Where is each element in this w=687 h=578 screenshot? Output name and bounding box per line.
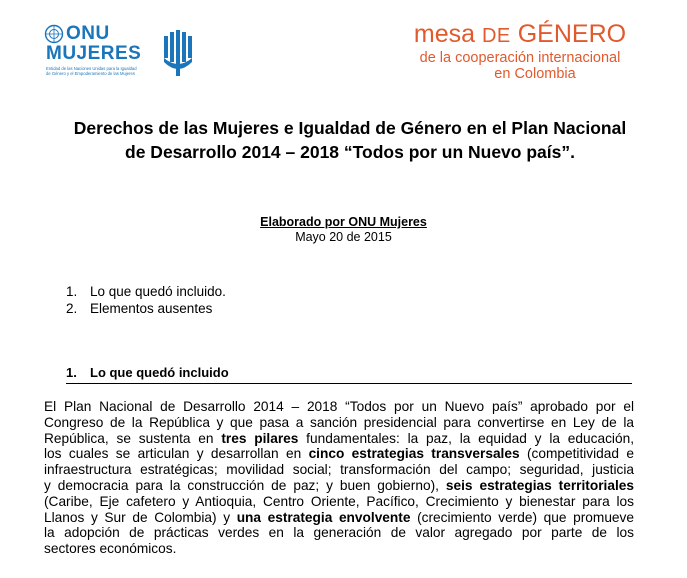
un-emblem-icon — [44, 24, 64, 44]
toc-item-number: 1. — [66, 284, 78, 299]
section-heading — [66, 365, 632, 384]
toc-item-label: Lo que quedó incluido. — [90, 284, 226, 299]
text-run: los cuales se articulan y desarrollan en — [44, 446, 309, 462]
section-title: Lo que quedó incluido — [90, 365, 229, 380]
paragraph-line — [44, 510, 634, 526]
mujeres-wordmark: MUJERES — [46, 43, 142, 64]
onu-mujeres-subtitle — [46, 66, 158, 76]
raised-hands-icon — [162, 30, 198, 76]
bold-phrase: tres pilares — [221, 430, 299, 446]
text-run: y democracia para la construcción de paz; y buen gobierno), — [44, 477, 446, 493]
onu-subtitle-line1: Entidad de las Naciones Unidas para la Igualdad — [46, 66, 137, 71]
paragraph-line — [44, 431, 634, 447]
paragraph-line: El Plan Nacional de Desarrollo 2014 – 2018 “Todos por un Nuevo país” aprobado por el — [44, 399, 634, 414]
table-of-contents — [66, 283, 226, 317]
onu-mujeres-logo — [44, 24, 214, 84]
de-word: DE — [481, 25, 511, 47]
colombia-line: en Colombia — [494, 66, 576, 82]
paragraph-line — [44, 478, 634, 494]
text-run: (competitividad e — [519, 446, 634, 462]
cooperacion-line: de la cooperación internacional — [419, 50, 621, 66]
text-run: (crecimiento verde) que promueve — [410, 509, 634, 525]
author-block — [0, 215, 687, 245]
paragraph-line: la adopción de prácticas verdes en la generación de valor agregado por parte de los — [44, 525, 634, 541]
genero-word: GÉNERO — [517, 20, 627, 48]
paragraph-line: Congreso de la República y que pasa a sanción presidencial para convertirse en Ley de la — [44, 414, 634, 430]
mesa-de-genero-wordmark — [400, 20, 640, 50]
paragraph-line: infraestructura estratégicas; movilidad social; transformación del campo; seguridad, justicia — [44, 462, 634, 478]
mesa-word: mesa — [413, 20, 476, 48]
toc-item — [66, 300, 226, 317]
author-line: Elaborado por ONU Mujeres — [260, 215, 427, 229]
paragraph-line — [44, 446, 634, 462]
body-paragraph — [44, 399, 634, 557]
section-number: 1. — [66, 365, 77, 380]
paragraph-line: sectores económicos. — [44, 541, 177, 557]
toc-item-number: 2. — [66, 301, 78, 316]
onu-wordmark: ONU — [66, 23, 110, 44]
text-run: fundamentales: la paz, la equidad y la educación, — [298, 430, 634, 446]
paragraph-line: (Caribe, Eje cafetero y Antioquia, Centro Oriente, Pacífico, Crecimiento y bienestar para los — [44, 493, 634, 509]
toc-item-label: Elementos ausentes — [90, 301, 213, 316]
bold-phrase: seis estrategias territoriales — [445, 477, 634, 493]
document-title-line2: de Desarrollo 2014 – 2018 “Todos por un Nuevo país”. — [125, 142, 575, 162]
bold-phrase: una estrategia envolvente — [236, 509, 411, 525]
bold-phrase: cinco estrategias transversales — [308, 446, 520, 462]
date-line: Mayo 20 de 2015 — [295, 230, 392, 244]
text-run: Llanos y Sur de Colombia) y — [44, 509, 237, 525]
text-run: República, se sustenta en — [44, 430, 222, 446]
mesa-de-genero-logo — [400, 20, 640, 85]
onu-subtitle-line2: de Género y el Empoderamiento de las Mujeres — [46, 71, 135, 76]
toc-item — [66, 283, 226, 300]
onu-row — [44, 24, 110, 44]
document-title — [70, 116, 630, 164]
document-title-line1: Derechos de las Mujeres e Igualdad de Género en el Plan Nacional — [73, 118, 627, 138]
